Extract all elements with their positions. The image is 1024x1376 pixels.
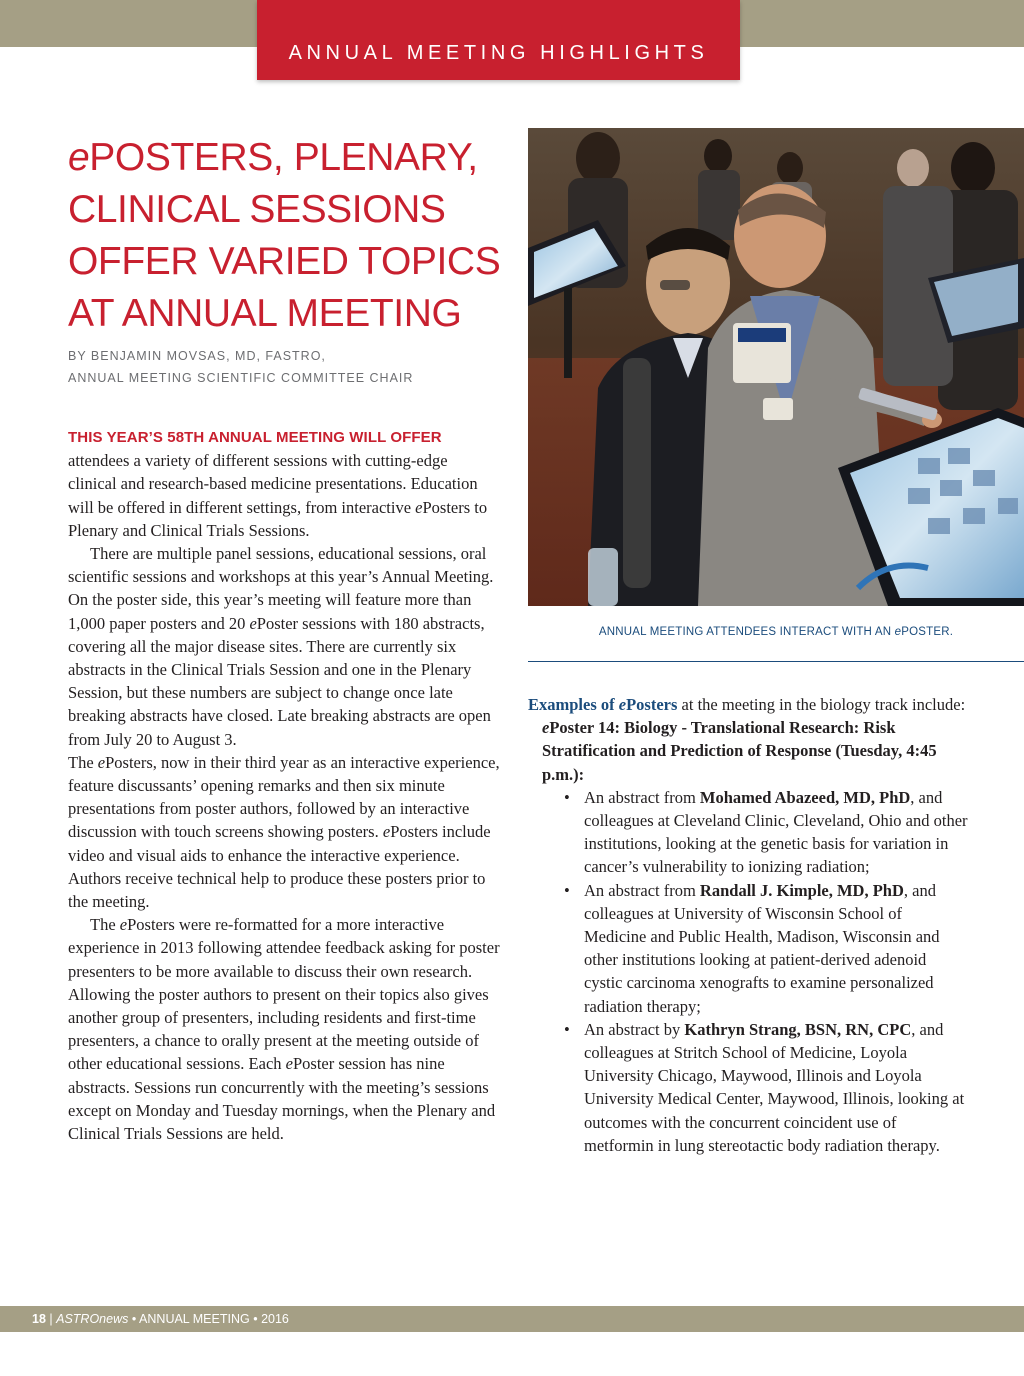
bullet-glyph: •	[564, 1019, 570, 1039]
paragraph-3: The ePosters, now in their third year as an interactive experience, feature discussants’ opening remarks and then six minute presentations from poster authors, followed by an interactive discussion with touch screens showing posters. ePosters include video and visual aids to enhance the interactive experience. Authors receive technical help to produce these posters prior to the meeting.	[68, 752, 500, 912]
abstract-list	[528, 786, 968, 1157]
footer-section: ANNUAL MEETING	[139, 1312, 250, 1326]
paragraph-2: There are multiple panel sessions, educational sessions, oral scientific sessions and workshops at this year’s Annual Meeting. On the poster side, this year’s meeting will feature more than 1,000 paper posters and 20 ePoster sessions with 180 abstracts, covering all the major disease sites. There are currently six abstracts in the Clinical Trials Session and one in the Plenary Session, but these numbers are subject to change once late breaking abstracts have closed. Late breaking abstracts are open from July 20 to August 3.	[68, 544, 494, 749]
title-italic-prefix: e	[68, 136, 90, 179]
author-name: Kathryn Strang, BSN, RN, CPC	[684, 1019, 912, 1039]
list-item: • An abstract from Mohamed Abazeed, MD, PhD, and colleagues at Cleveland Clinic, Cleveland, Ohio and other institutions, looking at the genetic basis for variation in cancer’s vulnerability to ionizing radiation;	[564, 787, 968, 877]
paragraph-4: The ePosters were re-formatted for a more interactive experience in 2013 following attendee feedback asking for poster presenters to be more available to discuss their own research. Allowing the poster authors to present on their topics also gives another group of presenters, including residents and first-time presenters, a chance to orally present at the meeting outside of other educational sessions. Each ePoster session has nine abstracts. Sessions run concurrently with the meeting’s sessions except on Monday and Tuesday mornings, when the Plenary and Clinical Trials Sessions are held.	[68, 915, 500, 1144]
section-label: ANNUAL MEETING HIGHLIGHTS	[288, 42, 709, 64]
footer-bullet: •	[253, 1312, 258, 1326]
bullet-glyph: •	[564, 787, 570, 807]
article-title	[68, 132, 518, 340]
author-name: Randall J. Kimple, MD, PhD	[699, 880, 904, 900]
examples-section	[528, 693, 968, 1157]
byline-role: ANNUAL MEETING SCIENTIFIC COMMITTEE CHAIR	[68, 371, 414, 385]
list-item: • An abstract by Kathryn Strang, BSN, RN, CPC, and colleagues at Stritch School of Medicine, Loyola University Chicago, Maywood, Illinois and Loyola University Medical Center, Maywood, Illinois, looking at outcomes with the concurrent coincident use of metformin in lung stereotactic body radiation therapy.	[564, 1019, 965, 1155]
article-body	[68, 425, 500, 1145]
publication-name: ASTROnews	[56, 1312, 129, 1326]
footer-separator: |	[49, 1312, 53, 1326]
footer-bullet: •	[131, 1312, 137, 1326]
page-number: 18	[32, 1312, 46, 1326]
footer-year: 2016	[261, 1312, 289, 1326]
photo-illustration	[528, 128, 1024, 606]
examples-intro: Examples of ePosters at the meeting in the biology track include:	[528, 695, 966, 714]
section-tab	[257, 0, 740, 80]
title-text: POSTERS, PLENARY, CLINICAL SESSIONS OFFER VARIED TOPICS AT ANNUAL MEETING	[68, 136, 501, 335]
bullet-glyph: •	[564, 880, 570, 900]
session-title: ePoster 14: Biology - Translational Research: Risk Stratification and Prediction of Response (Tuesday, 4:45 p.m.):	[542, 718, 937, 784]
examples-lead: Examples of ePosters	[528, 695, 678, 714]
author-name: Mohamed Abazeed, MD, PhD	[699, 787, 911, 807]
byline-author: BY BENJAMIN MOVSAS, MD, FASTRO,	[68, 349, 326, 363]
event-photo	[528, 128, 1024, 606]
footer	[32, 1306, 289, 1332]
paragraph-1: THIS YEAR’S 58TH ANNUAL MEETING WILL OFFER attendees a variety of different sessions with cutting-edge clinical and research-based medicine presentations. Education will be offered in different settings, from interactive ePosters to Plenary and Clinical Trials Sessions.	[68, 429, 488, 540]
photo-caption: ANNUAL MEETING ATTENDEES INTERACT WITH AN ePOSTER.	[598, 626, 954, 638]
lead-in-caps: THIS YEAR’S 58TH ANNUAL MEETING WILL OFFER	[68, 429, 442, 446]
list-item: • An abstract from Randall J. Kimple, MD, PhD, and colleagues at University of Wisconsin School of Medicine and Public Health, Madison, Wisconsin and other institutions looking at patient-derived adenoid cystic carcinoma xenografts to examine personalized radiation therapy;	[564, 880, 940, 1016]
caption-divider	[528, 661, 1024, 662]
byline	[68, 345, 518, 389]
